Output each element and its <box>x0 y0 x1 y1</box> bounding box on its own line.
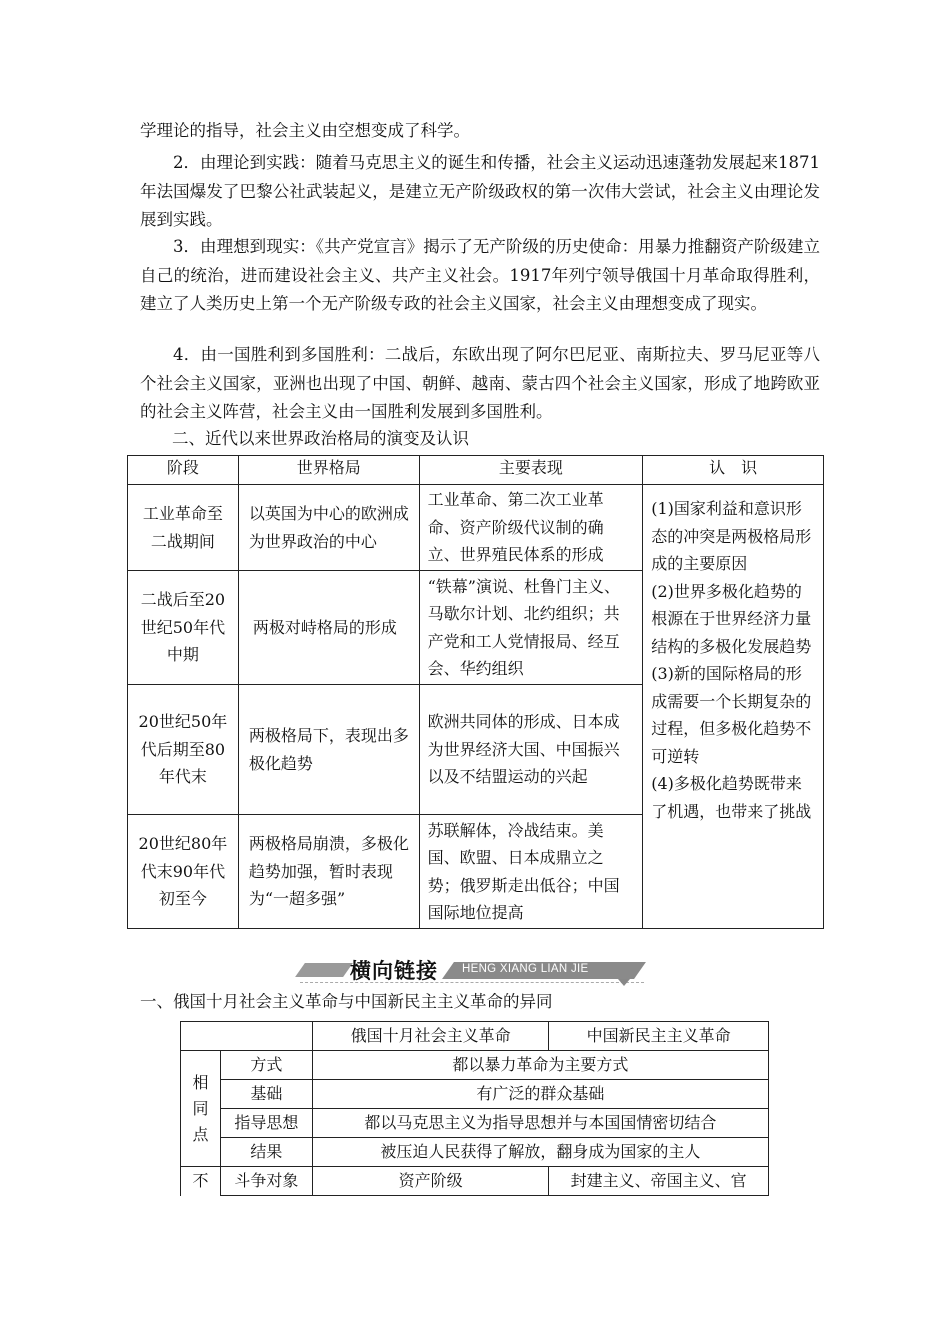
row-value: 被压迫人民获得了解放，翻身成为国家的主人 <box>312 1138 768 1167</box>
world-pattern-table <box>127 455 824 929</box>
row-value: 都以暴力革命为主要方式 <box>312 1051 768 1080</box>
performance-cell: 苏联解体，冷战结束。美国、欧盟、日本成鼎立之势；俄罗斯走出低谷；中国国际地位提高 <box>419 815 643 929</box>
table-header-row <box>128 456 824 485</box>
row-value: 有广泛的群众基础 <box>312 1080 768 1109</box>
pattern-cell: 两极格局崩溃，多极化趋势加强，暂时表现为“一超多强” <box>238 815 419 929</box>
pattern-cell: 以英国为中心的欧洲成为世界政治的中心 <box>238 485 419 571</box>
recognition-item: (2)世界多极化趋势的根源在于世界经济力量结构的多极化发展趋势 <box>651 581 812 656</box>
table-row <box>181 1109 769 1138</box>
banner-title: 横向链接 <box>350 959 438 983</box>
header-china: 中国新民主主义革命 <box>549 1022 769 1051</box>
stage-cell: 20世纪50年代后期至80年代末 <box>128 685 239 815</box>
row-label: 结果 <box>220 1138 312 1167</box>
header-recognition: 认 识 <box>643 456 824 485</box>
performance-cell: 工业革命、第二次工业革命、资产阶级代议制的确立、世界殖民体系的形成 <box>419 485 643 571</box>
row-label: 指导思想 <box>220 1109 312 1138</box>
stage-cell: 工业革命至二战期间 <box>128 485 239 571</box>
performance-cell: “铁幕”演说、杜鲁门主义、马歇尔计划、北约组织；共产党和工人党情报局、经互会、华约组织 <box>419 571 643 685</box>
paragraph-3: 3．由理想到现实：《共产党宣言》揭示了无产阶级的历史使命：用暴力推翻资产阶级建立自己的统治，进而建设社会主义、共产主义社会。1917年列宁领导俄国十月革命取得胜利，建立了人类历史上第一个无产阶级专政的社会主义国家，社会主义由理想变成了现实。 <box>140 237 820 313</box>
banner-dashed-line <box>300 982 644 983</box>
diff-group-label: 不 <box>181 1167 221 1196</box>
revolution-comparison-table <box>180 1021 769 1196</box>
table-row <box>181 1138 769 1167</box>
banner-arrow-icon <box>618 979 630 986</box>
recognition-item: (1)国家利益和意识形态的冲突是两极格局形成的主要原因 <box>651 499 812 573</box>
header-empty <box>181 1022 313 1051</box>
header-pattern: 世界格局 <box>238 456 419 485</box>
recognition-cell <box>643 485 824 929</box>
table-row <box>181 1167 769 1196</box>
banner-subtitle: HENG XIANG LIAN JIE <box>462 963 589 975</box>
paragraph-4: 4．由一国胜利到多国胜利：二战后，东欧出现了阿尔巴尼亚、南斯拉夫、罗马尼亚等八个社会主义国家，亚洲也出现了中国、朝鲜、越南、蒙古四个社会主义国家，形成了地跨欧亚的社会主义阵营，社会主义由一国胜利发展到多国胜利。 <box>140 345 820 421</box>
recognition-item: (4)多极化趋势既带来了机遇，也带来了挑战 <box>651 774 812 821</box>
row-value: 都以马克思主义为指导思想并与本国国情密切结合 <box>312 1109 768 1138</box>
table-row <box>181 1051 769 1080</box>
paragraph-1-end: 学理论的指导，社会主义由空想变成了科学。 <box>140 121 470 140</box>
section-heading-2: 二、近代以来世界政治格局的演变及认识 <box>172 429 469 448</box>
banner-bar-left <box>295 963 353 977</box>
stage-cell: 二战后至20世纪50年代中期 <box>128 571 239 685</box>
row-label: 斗争对象 <box>220 1167 312 1196</box>
row-label: 基础 <box>220 1080 312 1109</box>
paragraph-2: 2．由理论到实践：随着马克思主义的诞生和传播，社会主义运动迅速蓬勃发展起来1871年法国爆发了巴黎公社武装起义，是建立无产阶级政权的第一次伟大尝试，社会主义由理论发展到实践。 <box>140 153 820 229</box>
section-heading-3: 一、俄国十月社会主义革命与中国新民主主义革命的异同 <box>140 992 553 1011</box>
same-group-label: 相同点 <box>181 1051 221 1167</box>
table-row <box>181 1080 769 1109</box>
section-banner <box>300 955 645 989</box>
table-header-row <box>181 1022 769 1051</box>
header-stage: 阶段 <box>128 456 239 485</box>
row-label: 方式 <box>220 1051 312 1080</box>
row-value-russia: 资产阶级 <box>312 1167 549 1196</box>
stage-cell: 20世纪80年代末90年代初至今 <box>128 815 239 929</box>
pattern-cell: 两极格局下，表现出多极化趋势 <box>238 685 419 815</box>
row-value-china: 封建主义、帝国主义、官 <box>549 1167 769 1196</box>
recognition-item: (3)新的国际格局的形成需要一个长期复杂的过程，但多极化趋势不可逆转 <box>651 664 812 766</box>
pattern-cell: 两极对峙格局的形成 <box>238 571 419 685</box>
performance-cell: 欧洲共同体的形成、日本成为世界经济大国、中国振兴以及不结盟运动的兴起 <box>419 685 643 815</box>
header-performance: 主要表现 <box>419 456 643 485</box>
header-russia: 俄国十月社会主义革命 <box>312 1022 549 1051</box>
table-row <box>128 485 824 571</box>
